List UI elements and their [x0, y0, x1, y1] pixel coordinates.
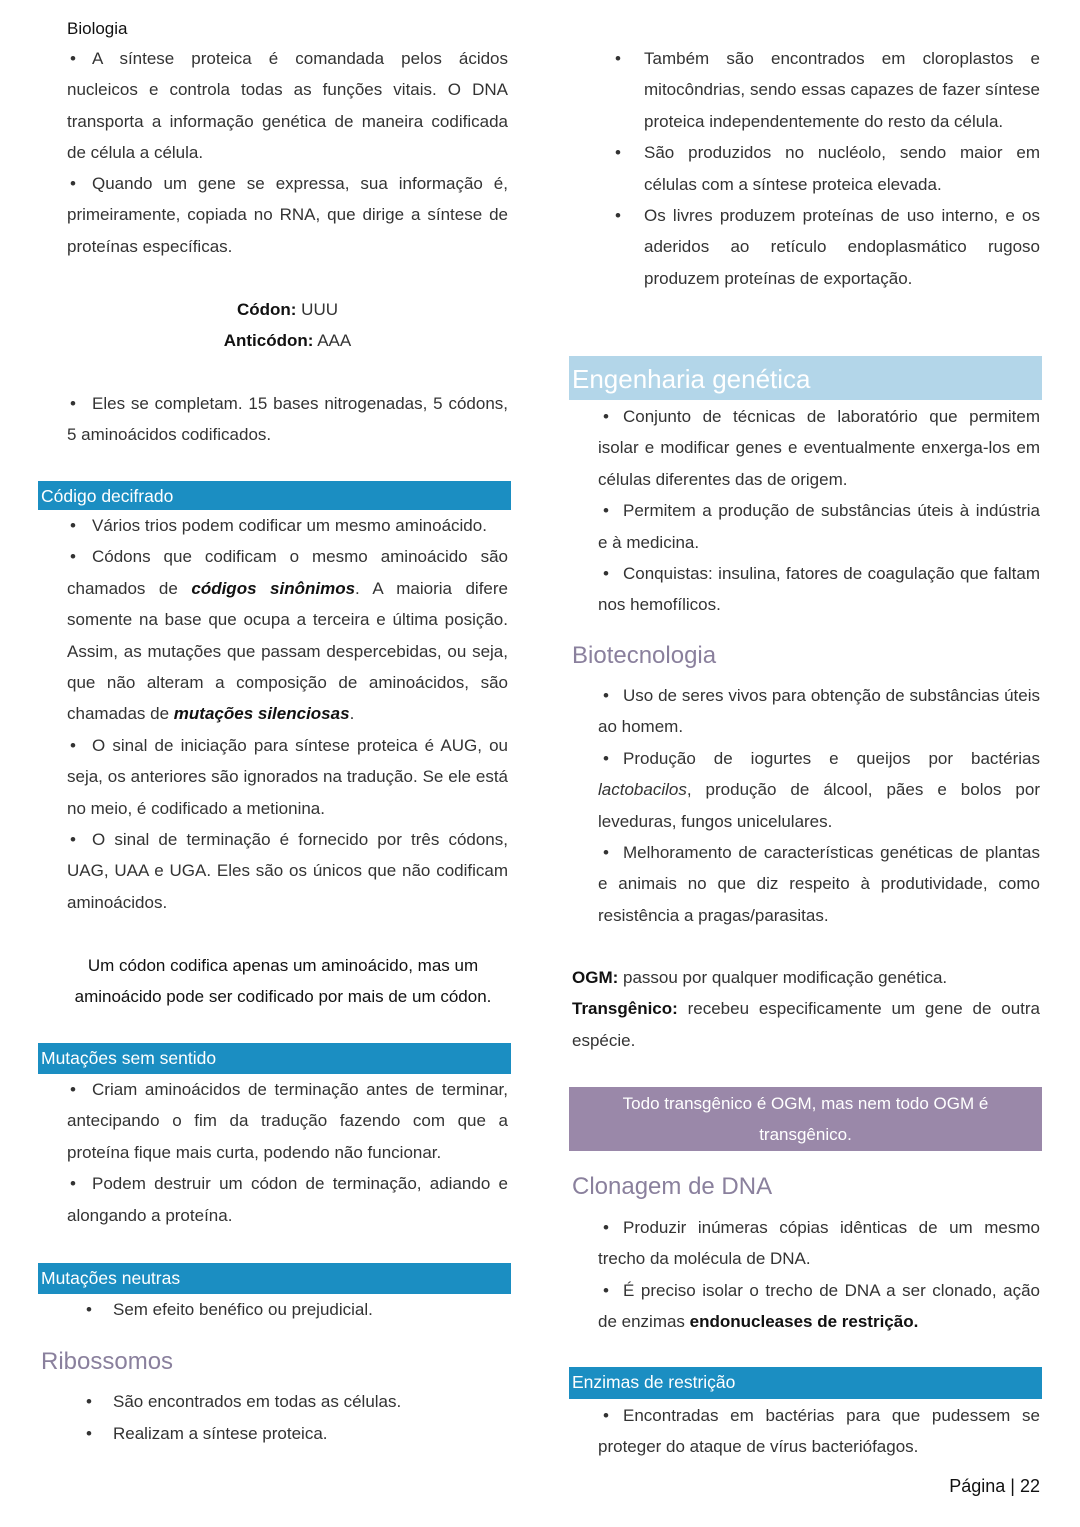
bullet-icon: • [86, 1392, 92, 1411]
list-item: • Produção de iogurtes e queijos por bactérias lactobacilos, produção de álcool, pães e bolos por leveduras, fungos unicelulares. [598, 743, 1040, 837]
transgenico-definition: Transgênico: recebeu especificamente um gene de outra espécie. [572, 999, 1040, 1050]
list-item: • Criam aminoácidos de terminação antes de terminar, antecipando o fim da tradução fazendo com que a proteína fique mais curta, podendo não funcionar. [67, 1074, 508, 1168]
bullet-icon: • [70, 174, 76, 193]
complete-paragraph: • Eles se completam. 15 bases nitrogenadas, 5 códons, 5 aminoácidos codificados. [67, 388, 508, 451]
list-item: • É preciso isolar o trecho de DNA a ser clonado, ação de enzimas endonucleases de restrição. [598, 1275, 1040, 1338]
heading-clonagem-de-dna: Clonagem de DNA [572, 1173, 773, 1200]
biotecnologia-list [598, 680, 1040, 931]
section-bar-mutacoes-neutras: Mutações neutras [38, 1263, 511, 1294]
bullet-icon: • [86, 1424, 92, 1443]
subject-title: Biologia [67, 19, 128, 38]
list-item: • Sem efeito benéfico ou prejudicial. [113, 1294, 508, 1325]
ogm-definition: OGM: passou por qualquer modificação genética. [572, 968, 948, 987]
bullet-icon: • [603, 748, 609, 768]
list-item: • Vários trios podem codificar um mesmo aminoácido. [67, 510, 508, 541]
list-item: • Podem destruir um códon de terminação, adiando e alongando a proteína. [67, 1168, 508, 1231]
list-item: • Também são encontrados em cloroplastos e mitocôndrias, sendo essas capazes de fazer síntese proteica independentemente do resto da célula. [644, 43, 1040, 137]
bullet-icon: • [70, 735, 76, 755]
bullet-icon: • [70, 49, 76, 68]
bullet-icon: • [603, 686, 609, 705]
callout-box [569, 1087, 1042, 1151]
list-item: • Conjunto de técnicas de laboratório que permitem isolar e modificar genes e eventualmente enxerga-los em células diferentes das de origem. [598, 401, 1040, 495]
codigo-list [67, 510, 508, 918]
heading-ribossomos: Ribossomos [41, 1348, 174, 1375]
bullet-icon: • [70, 1174, 76, 1194]
bullet-icon: • [603, 1280, 609, 1300]
bullet-icon: • [615, 49, 621, 68]
key-statement: Um códon codifica apenas um aminoácido, mas um aminoácido pode ser codificado por mais de um códon. [74, 956, 492, 1007]
bullet-icon: • [603, 564, 609, 584]
callout-text: Todo transgênico é OGM, mas nem todo OGM é transgênico. [622, 1094, 989, 1145]
bullet-icon: • [603, 1406, 609, 1425]
list-item: • Os livres produzem proteínas de uso interno, e os aderidos ao retículo endoplasmático rugoso produzem proteínas de exportação. [644, 200, 1040, 294]
list-item: • Realizam a síntese proteica. [113, 1418, 508, 1449]
definitions [572, 962, 1040, 1056]
intro-paragraph-1: • A síntese proteica é comandada pelos ácidos nucleicos e controla todas as funções vitais. O DNA transporta a informação genética de maneira codificada de célula a célula. [67, 43, 508, 169]
list-item: • O sinal de iniciação para síntese proteica é AUG, ou seja, os anteriores são ignorados na tradução. Se ele está no meio, é codificado a metionina. [67, 730, 508, 824]
section-bar-engenharia-genetica: Engenharia genética [569, 356, 1042, 400]
list-item: • Encontradas em bactérias para que pudessem se proteger do ataque de vírus bacteriófagos. [598, 1400, 1040, 1463]
bullet-icon: • [86, 1300, 92, 1319]
list-item: • São produzidos no nucléolo, sendo maior em células com a síntese proteica elevada. [644, 137, 1040, 200]
list-item: • O sinal de terminação é fornecido por três códons, UAG, UAA e UGA. Eles são os únicos que não codificam aminoácidos. [67, 824, 508, 918]
bullet-icon: • [70, 830, 76, 850]
list-item: • Produzir inúmeras cópias idênticas de um mesmo trecho da molécula de DNA. [598, 1212, 1040, 1275]
heading-biotecnologia: Biotecnologia [572, 642, 717, 669]
bullet-icon: • [603, 501, 609, 521]
section-bar-mutacoes-sem-sentido: Mutações sem sentido [38, 1043, 511, 1074]
bullet-icon: • [70, 1080, 76, 1099]
list-item: • Códons que codificam o mesmo aminoácido são chamados de códigos sinônimos. A maioria difere somente na base que ocupa a terceira e última posição. Assim, as mutações que passam despercebidas, ou seja, que não alteram a composição de aminoácidos, são chamadas de mutações silenciosas. [67, 541, 508, 729]
list-item: • Uso de seres vivos para obtenção de substâncias úteis ao homem. [598, 680, 1040, 743]
list-item: • Conquistas: insulina, fatores de coagulação que faltam nos hemofílicos. [598, 558, 1040, 621]
bullet-icon: • [615, 206, 621, 226]
engenharia-list [598, 401, 1040, 621]
bullet-icon: • [70, 547, 76, 567]
bullet-icon: • [603, 407, 609, 426]
bullet-icon: • [603, 843, 609, 863]
intro-paragraph-2: • Quando um gene se expressa, sua informação é, primeiramente, copiada no RNA, que dirige a síntese de proteínas específicas. [67, 168, 508, 262]
bullet-icon: • [615, 143, 621, 163]
bullet-icon: • [70, 516, 76, 535]
list-item: • Melhoramento de características genéticas de plantas e animais no que diz respeito à produtividade, como resistência a pragas/parasitas. [598, 837, 1040, 931]
clonagem-list [598, 1212, 1040, 1338]
list-item: • Permitem a produção de substâncias úteis à indústria e à medicina. [598, 495, 1040, 558]
bullet-icon: • [603, 1218, 609, 1237]
bullet-icon: • [70, 394, 76, 413]
page-number: Página | 22 [949, 1476, 1040, 1496]
sem-sentido-list [67, 1074, 508, 1231]
section-bar-codigo-decifrado: Código decifrado [38, 481, 511, 510]
codon-line: Códon: UUU Anticódon: AAA [223, 300, 352, 351]
ribossomos-continued-list [615, 43, 1040, 294]
list-item: • São encontrados em todas as células. [113, 1386, 508, 1417]
section-bar-enzimas-de-restricao: Enzimas de restrição [569, 1367, 1042, 1399]
